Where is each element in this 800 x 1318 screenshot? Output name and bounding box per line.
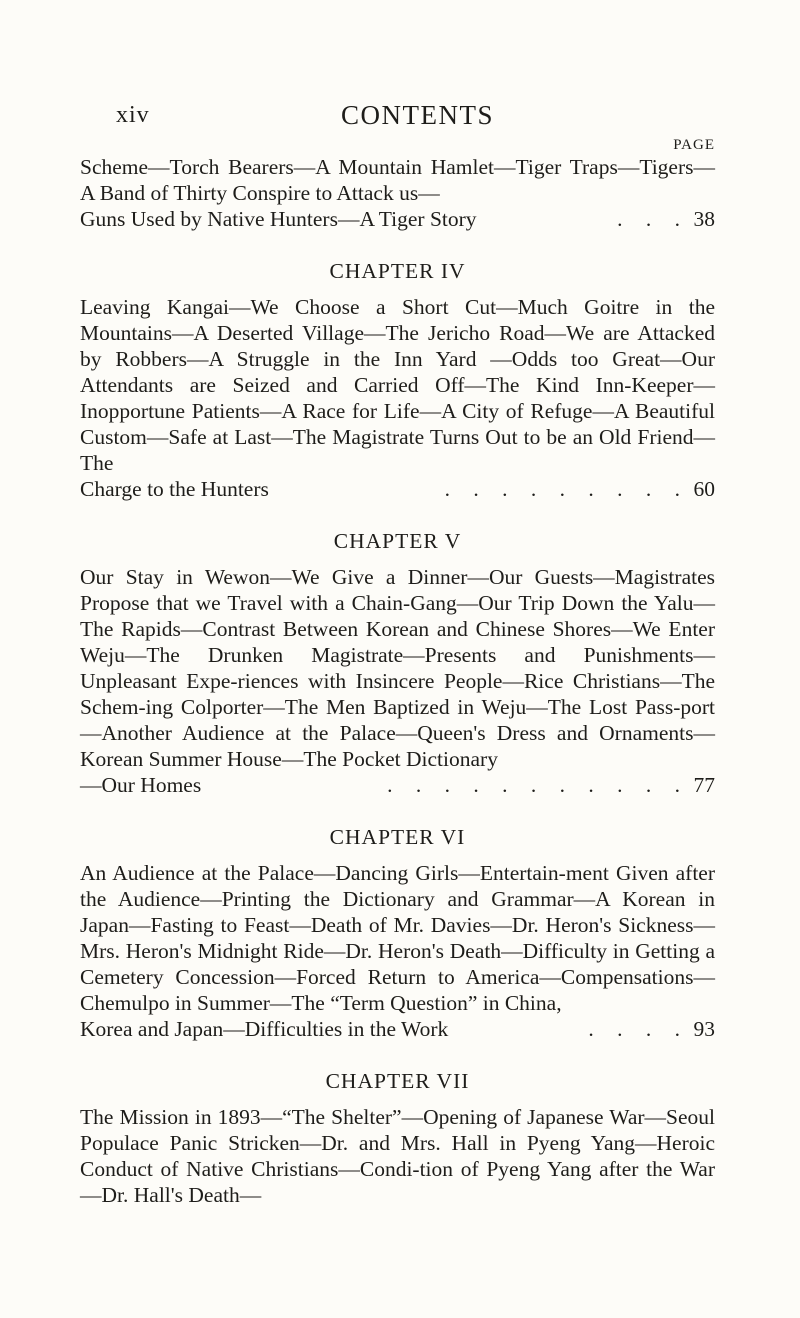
entry-last-text: —Our Homes [80,773,202,797]
page-number: xiv [116,102,150,128]
entry-last-line [80,476,715,502]
entry-page-number: 38 [693,207,715,231]
chapter-heading: CHAPTER IV [329,259,466,283]
toc-entry [80,154,715,232]
entry-text: Our Stay in Wewon—We Give a Dinner—Our Guests—Magistrates Propose that we Travel with a Chain-Gang—Our Trip Down the Yalu—The Rapids—Contrast Between Korean and Chinese Shores—We Enter Weju—The Drunken Magistrate—Presents and Punishments—Unpleasant Expe-riences with Insincere People—Rice Christians—The Schem-ing Colporter—The Men Baptized in Weju—The Lost Pass-port—Another Audience at the Palace—Queen's Dress and Ornaments—Korean Summer House—The Pocket Dictionary [80,565,715,771]
entry-last-line [80,1016,715,1042]
toc-entry [80,564,715,798]
contents-page [80,100,715,1208]
entry-page-number: 93 [693,1017,715,1041]
dot-leader: . . . . . . . . . [444,477,689,501]
entry-last-line [80,772,715,798]
entry-last-line [80,206,715,232]
page-title: CONTENTS [341,100,494,130]
chapter-heading: CHAPTER VI [329,825,466,849]
entry-text: The Mission in 1893—“The Shelter”—Opening of Japanese War—Seoul Populace Panic Stricken—Dr. and Mrs. Hall in Pyeng Yang—Heroic Conduct of Native Christians—Condi-tion of Pyeng Yang after the War—Dr. Hall's Death— [80,1105,715,1207]
dot-leader: . . . . [588,1017,689,1041]
dot-leader: . . . . . . . . . . . [387,773,689,797]
entry-last-text: Korea and Japan—Difficulties in the Work [80,1017,449,1041]
page-column-label: PAGE [673,137,715,153]
chapter-heading: CHAPTER VII [325,1069,470,1093]
entry-text: Scheme—Torch Bearers—A Mountain Hamlet—Tiger Traps—Tigers—A Band of Thirty Conspire to Attack us— [80,155,715,205]
chapter-heading: CHAPTER V [333,529,462,553]
entry-last-text: Charge to the Hunters [80,477,269,501]
entry-page-number: 60 [693,477,715,501]
entry-page-number: 77 [693,773,715,797]
entry-text: Leaving Kangai—We Choose a Short Cut—Much Goitre in the Mountains—A Deserted Village—The Jericho Road—We are Attacked by Robbers—A Struggle in the Inn Yard —Odds too Great—Our Attendants are Seized and Carried Off—The Kind Inn-Keeper—Inopportune Patients—A Race for Life—A City of Refuge—A Beautiful Custom—Safe at Last—The Magistrate Turns Out to be an Old Friend—The [80,295,715,475]
toc-entry [80,860,715,1042]
entry-text: An Audience at the Palace—Dancing Girls—Entertain-ment Given after the Audience—Printing the Dictionary and Grammar—A Korean in Japan—Fasting to Feast—Death of Mr. Davies—Dr. Heron's Sickness—Mrs. Heron's Midnight Ride—Dr. Heron's Death—Difficulty in Getting a Cemetery Concession—Forced Return to America—Compensations—Chemulpo in Summer—The “Term Question” in China, [80,861,715,1015]
toc-entry [80,294,715,502]
dot-leader: . . . [617,207,689,231]
entry-last-text: Guns Used by Native Hunters—A Tiger Story [80,207,477,231]
toc-entry [80,1104,715,1208]
running-head [80,100,715,136]
